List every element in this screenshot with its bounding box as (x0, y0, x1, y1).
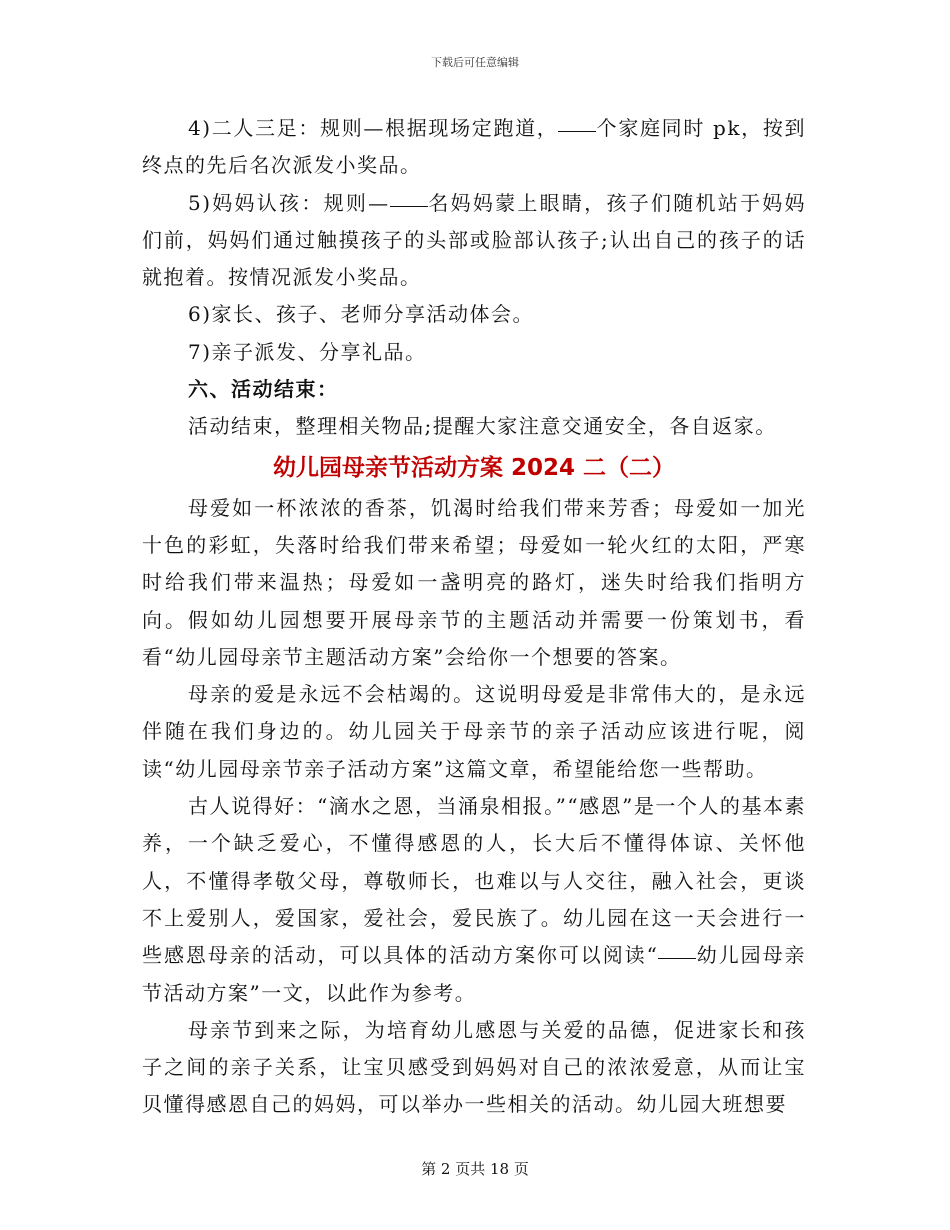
paragraph-three-legged-race (142, 110, 806, 185)
page-header: 下载后可任意编辑 (431, 56, 519, 69)
paragraph-text: 4)二人三足：规则—根据现场定跑道， (188, 116, 559, 140)
paragraph-activity-end: 活动结束，整理相关物品;提醒大家注意交通安全，各自返家。 (188, 414, 777, 439)
paragraph-mothers-day-arrival: 母亲节到来之际，为培育幼儿感恩与关爱的品德，促进家长和孩子之间的亲子关系，让宝贝感受到妈妈对自己的浓浓爱意，从而让宝贝懂得感恩自己的妈妈，可以举办一些相关的活动。幼儿园大班想要 (142, 1017, 806, 1117)
paragraph-text: 名妈妈蒙上眼睛，孩子们随机站于妈妈们前，妈妈们通过触摸孩子的头部或脸部认孩子;认出自己的孩子的话就抱着。按情况派发小奖品。 (142, 190, 807, 290)
paragraph-mother-love-intro: 母爱如一杯浓浓的香茶，饥渴时给我们带来芳香；母爱如一加光十色的彩虹，失落时给我们带来希望；母爱如一轮火红的太阳，严寒时给我们带来温热；母爱如一盏明亮的路灯，迷失时给我们指明方向。假如幼儿园想要开展母亲节的主题活动并需要一份策划书，看看“幼儿园母亲节主题活动方案”会给你一个想要的答案。 (142, 495, 806, 669)
document-body (142, 110, 806, 1124)
paragraph-mom-recognize-child (142, 185, 806, 297)
section-heading-activity-end: 六、活动结束： (188, 377, 339, 402)
paragraph-gift-sharing: 7)亲子派发、分享礼品。 (188, 339, 427, 364)
page-footer: 第 2 页共 18 页 (421, 1160, 529, 1178)
paragraph-text: 幼儿园母亲节活动方案”一文，以此作为参考。 (142, 943, 807, 1005)
paragraph-share-experience: 6)家长、孩子、老师分享活动体会。 (188, 302, 535, 327)
paragraph-mother-love-eternal: 母亲的爱是永远不会枯竭的。这说明母爱是非常伟大的，是永远伴随在我们身边的。幼儿园关于母亲节的亲子活动应该进行呢，阅读“幼儿园母亲节亲子活动方案”这篇文章，希望能给您一些帮助。 (142, 682, 806, 781)
paragraph-text: 古人说得好：“滴水之恩，当涌泉相报。”“感恩”是一个人的基本素养，一个缺乏爱心，不懂得感恩的人，长大后不懂得体谅、关怀他人，不懂得孝敬父母，尊敬师长，也难以与人交往，融入社会，更谈不上爱别人，爱国家，爱社会，爱民族了。幼儿园在这一天会进行一些感恩母亲的活动，可以具体的活动方案你可以阅读“ (142, 794, 806, 968)
paragraph-text: 个家庭同时 pk，按到终点的先后名次派发小奖品。 (142, 116, 806, 178)
fill-blank (658, 957, 696, 959)
fill-blank (390, 205, 428, 207)
document-title: 幼儿园母亲节活动方案 2024 二（二） (272, 454, 676, 481)
paragraph-text: 5)妈妈认孩：规则— (188, 190, 390, 215)
paragraph-gratitude (142, 788, 806, 1012)
fill-blank (558, 130, 596, 132)
